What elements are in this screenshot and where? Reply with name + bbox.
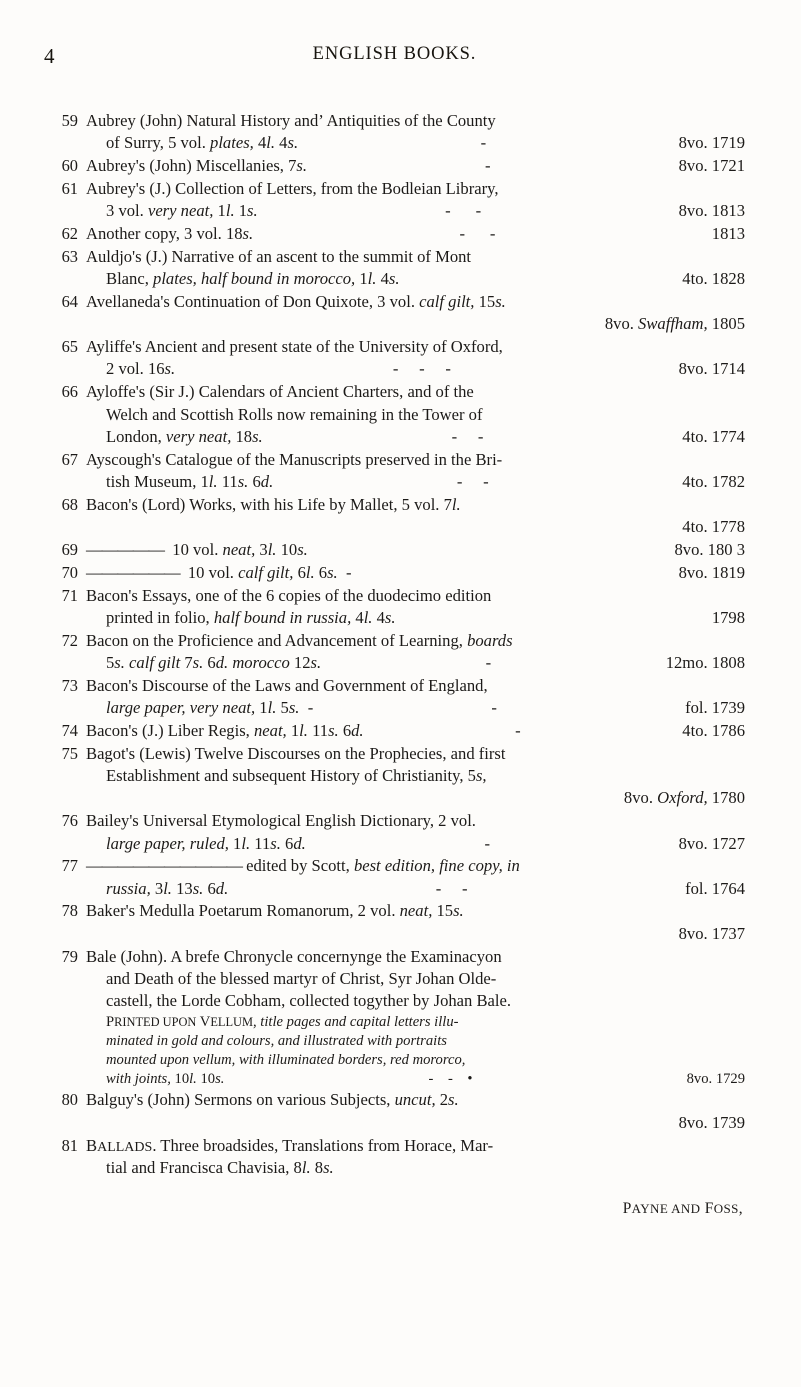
entry-line: 8vo. Oxford, 1780	[623, 788, 745, 808]
entry-body	[86, 810, 745, 855]
entry-body	[86, 630, 745, 675]
entry-number: 72	[61, 630, 78, 650]
entry-line: Aubrey's (John) Miscellanies, 7s. - 8vo. 1721	[86, 156, 745, 176]
list-item	[44, 110, 745, 155]
entry-line: 5s. calf gilt 7s. 6d. morocco 12s. - 12mo. 1808	[106, 653, 745, 672]
entry-line: Bacon's (J.) Liber Regis, neat, 1l. 11s. 6d. - 4to. 1786	[86, 720, 745, 740]
entry-number: 73	[61, 675, 78, 695]
list-item	[44, 720, 745, 742]
entry-line: tish Museum, 1l. 11s. 6d. - - 4to. 1782	[106, 472, 745, 491]
entry-line: Auldjo's (J.) Narrative of an ascent to the summit of Mont	[86, 246, 472, 266]
entry-line: Bagot's (Lewis) Twelve Discourses on the Prophecies, and first	[86, 743, 506, 763]
running-title: ENGLISH BOOKS.	[312, 44, 477, 64]
entry-line: with joints, 10l. 10s. - - • 8vo. 1729	[106, 1070, 745, 1087]
list-item	[44, 155, 745, 177]
entry-number: 71	[61, 585, 78, 605]
entry-number: 76	[61, 811, 78, 831]
entry-number: 66	[61, 382, 78, 402]
list-item	[44, 246, 745, 291]
entry-line: Bacon's (Lord) Works, with his Life by Mallet, 5 vol. 7l.	[86, 494, 461, 514]
entry-body	[86, 1089, 745, 1134]
entry-body	[86, 449, 745, 494]
entry-body	[86, 381, 745, 448]
entry-line: Avellaneda's Continuation of Don Quixote, 3 vol. calf gilt, 15s.	[86, 292, 506, 311]
entry-line: tial and Francisca Chavisia, 8l. 8s.	[106, 1158, 334, 1178]
entry-line: ————— 10 vol. neat, 3l. 10s. 8vo. 180 3	[86, 539, 745, 559]
entry-line: London, very neat, 18s. - - 4to. 1774	[106, 426, 745, 446]
list-item	[44, 946, 745, 1089]
entry-line: Welch and Scottish Rolls now remaining in the Tower of	[106, 404, 483, 424]
entry-body	[86, 675, 745, 720]
entry-line: Bale (John). A brefe Chronycle concernynge the Examinacyon	[86, 946, 502, 966]
entry-line: Baker's Medulla Poetarum Romanorum, 2 vol. neat, 15s.	[86, 901, 464, 921]
entry-line: Ayliffe's Ancient and present state of the University of Oxford,	[86, 337, 503, 357]
entry-line: Balguy's (John) Sermons on various Subjects, uncut, 2s.	[86, 1090, 459, 1110]
entry-number: 67	[61, 449, 78, 469]
entry-line: mounted upon vellum, with illuminated borders, red mororco,	[106, 1051, 466, 1068]
entry-line: and Death of the blessed martyr of Christ, Syr Johan Olde-	[106, 968, 497, 988]
entry-body	[86, 585, 745, 630]
list-item	[44, 291, 745, 336]
entry-number: 74	[61, 720, 78, 740]
entry-body	[86, 110, 745, 155]
list-item	[44, 630, 745, 675]
entry-body	[86, 494, 745, 539]
entry-line: large paper, ruled, 1l. 11s. 6d. - 8vo. 1727	[106, 833, 745, 853]
entry-line: 2 vol. 16s. - - - 8vo. 1714	[106, 359, 745, 379]
entry-number: 69	[61, 539, 78, 559]
list-item	[44, 381, 745, 448]
entry-number: 79	[61, 946, 78, 966]
entry-number: 78	[61, 901, 78, 921]
list-item	[44, 178, 745, 223]
entry-line: 8vo. Swaffham, 1805	[604, 314, 745, 334]
entry-body	[86, 743, 745, 810]
entry-body	[86, 336, 745, 381]
entry-line: Bacon's Essays, one of the 6 copies of the duodecimo edition	[86, 585, 492, 605]
entry-line: russia, 3l. 13s. 6d. - - fol. 1764	[106, 878, 745, 898]
entry-line: Another copy, 3 vol. 18s. - - 1813	[86, 224, 745, 244]
entry-line: BALLADS. Three broadsides, Translations from Horace, Mar-	[86, 1135, 494, 1155]
entry-line: Establishment and subsequent History of Christianity, 5s,	[106, 766, 487, 786]
entry-number: 60	[61, 156, 78, 176]
entry-line: Ayloffe's (Sir J.) Calendars of Ancient Charters, and of the	[86, 382, 474, 402]
entry-line: 3 vol. very neat, 1l. 1s. - - 8vo. 1813	[106, 201, 745, 221]
page-number: 4	[44, 44, 55, 68]
entry-body	[86, 900, 745, 945]
entry-number: 75	[61, 743, 78, 763]
entry-body	[86, 946, 745, 1089]
entry-line: Bailey's Universal Etymological English Dictionary, 2 vol.	[86, 811, 476, 831]
entry-body	[86, 855, 745, 900]
entry-line: Blanc, plates, half bound in morocco, 1l. 4s. 4to. 1828	[106, 269, 745, 289]
entry-number: 63	[61, 246, 78, 266]
entry-line: PRINTED UPON VELLUM, title pages and capital letters illu-	[106, 1013, 459, 1030]
entry-number: 62	[61, 224, 78, 244]
entry-number: 65	[61, 337, 78, 357]
entry-line: Aubrey (John) Natural History and’ Antiquities of the County	[86, 111, 496, 130]
list-item	[44, 743, 745, 810]
list-item	[44, 539, 745, 561]
entry-number: 64	[61, 292, 78, 311]
list-item	[44, 675, 745, 720]
entry-line: Aubrey's (J.) Collection of Letters, from the Bodleian Library,	[86, 178, 499, 198]
page-header	[44, 44, 745, 78]
publisher-imprint: PAYNE AND FOSS,	[622, 1199, 743, 1217]
list-item	[44, 336, 745, 381]
entry-line: minated in gold and colours, and illustrated with portraits	[106, 1032, 447, 1049]
entry-body	[86, 246, 745, 291]
entry-line: 4to. 1778	[682, 517, 745, 537]
list-item	[44, 1089, 745, 1134]
entry-line: castell, the Lorde Cobham, collected togyther by Johan Bale.	[106, 991, 512, 1011]
entry-line: —————————— edited by Scott, best edition, fine copy, in	[86, 856, 520, 876]
entry-body	[86, 178, 745, 223]
entry-number: 80	[61, 1090, 78, 1110]
entry-line: —————— 10 vol. calf gilt, 6l. 6s. - 8vo. 1819	[86, 562, 745, 582]
list-item	[44, 585, 745, 630]
entry-body	[86, 155, 745, 177]
entry-number: 77	[61, 856, 78, 876]
list-item	[44, 810, 745, 855]
entry-body	[86, 539, 745, 561]
entry-number: 68	[61, 494, 78, 514]
entry-number: 81	[61, 1135, 78, 1155]
entry-line: Bacon's Discourse of the Laws and Government of England,	[86, 675, 488, 695]
entry-list	[44, 110, 745, 1180]
entry-body	[86, 223, 745, 245]
list-item	[44, 223, 745, 245]
entry-body	[86, 1135, 745, 1180]
list-item	[44, 855, 745, 900]
entry-number: 61	[61, 178, 78, 198]
entry-line: printed in folio, half bound in russia, 4l. 4s. 1798	[106, 607, 745, 627]
entry-line: large paper, very neat, 1l. 5s. - - fol. 1739	[106, 698, 745, 718]
entry-number: 70	[61, 562, 78, 582]
list-item	[44, 449, 745, 494]
page-footer	[44, 1200, 745, 1218]
entry-body	[86, 291, 745, 336]
entry-line: of Surry, 5 vol. plates, 4l. 4s. - 8vo. 1719	[106, 133, 745, 153]
list-item	[44, 562, 745, 584]
entry-body	[86, 720, 745, 742]
entry-body	[86, 562, 745, 584]
entry-line: 8vo. 1737	[678, 923, 745, 943]
entry-number: 59	[61, 111, 78, 130]
entry-line: 8vo. 1739	[678, 1112, 745, 1132]
entry-line: Bacon on the Proficience and Advancement of Learning, boards	[86, 630, 513, 650]
list-item	[44, 900, 745, 945]
entry-line: Ayscough's Catalogue of the Manuscripts preserved in the Bri-	[86, 449, 503, 469]
list-item	[44, 1135, 745, 1180]
list-item	[44, 494, 745, 539]
